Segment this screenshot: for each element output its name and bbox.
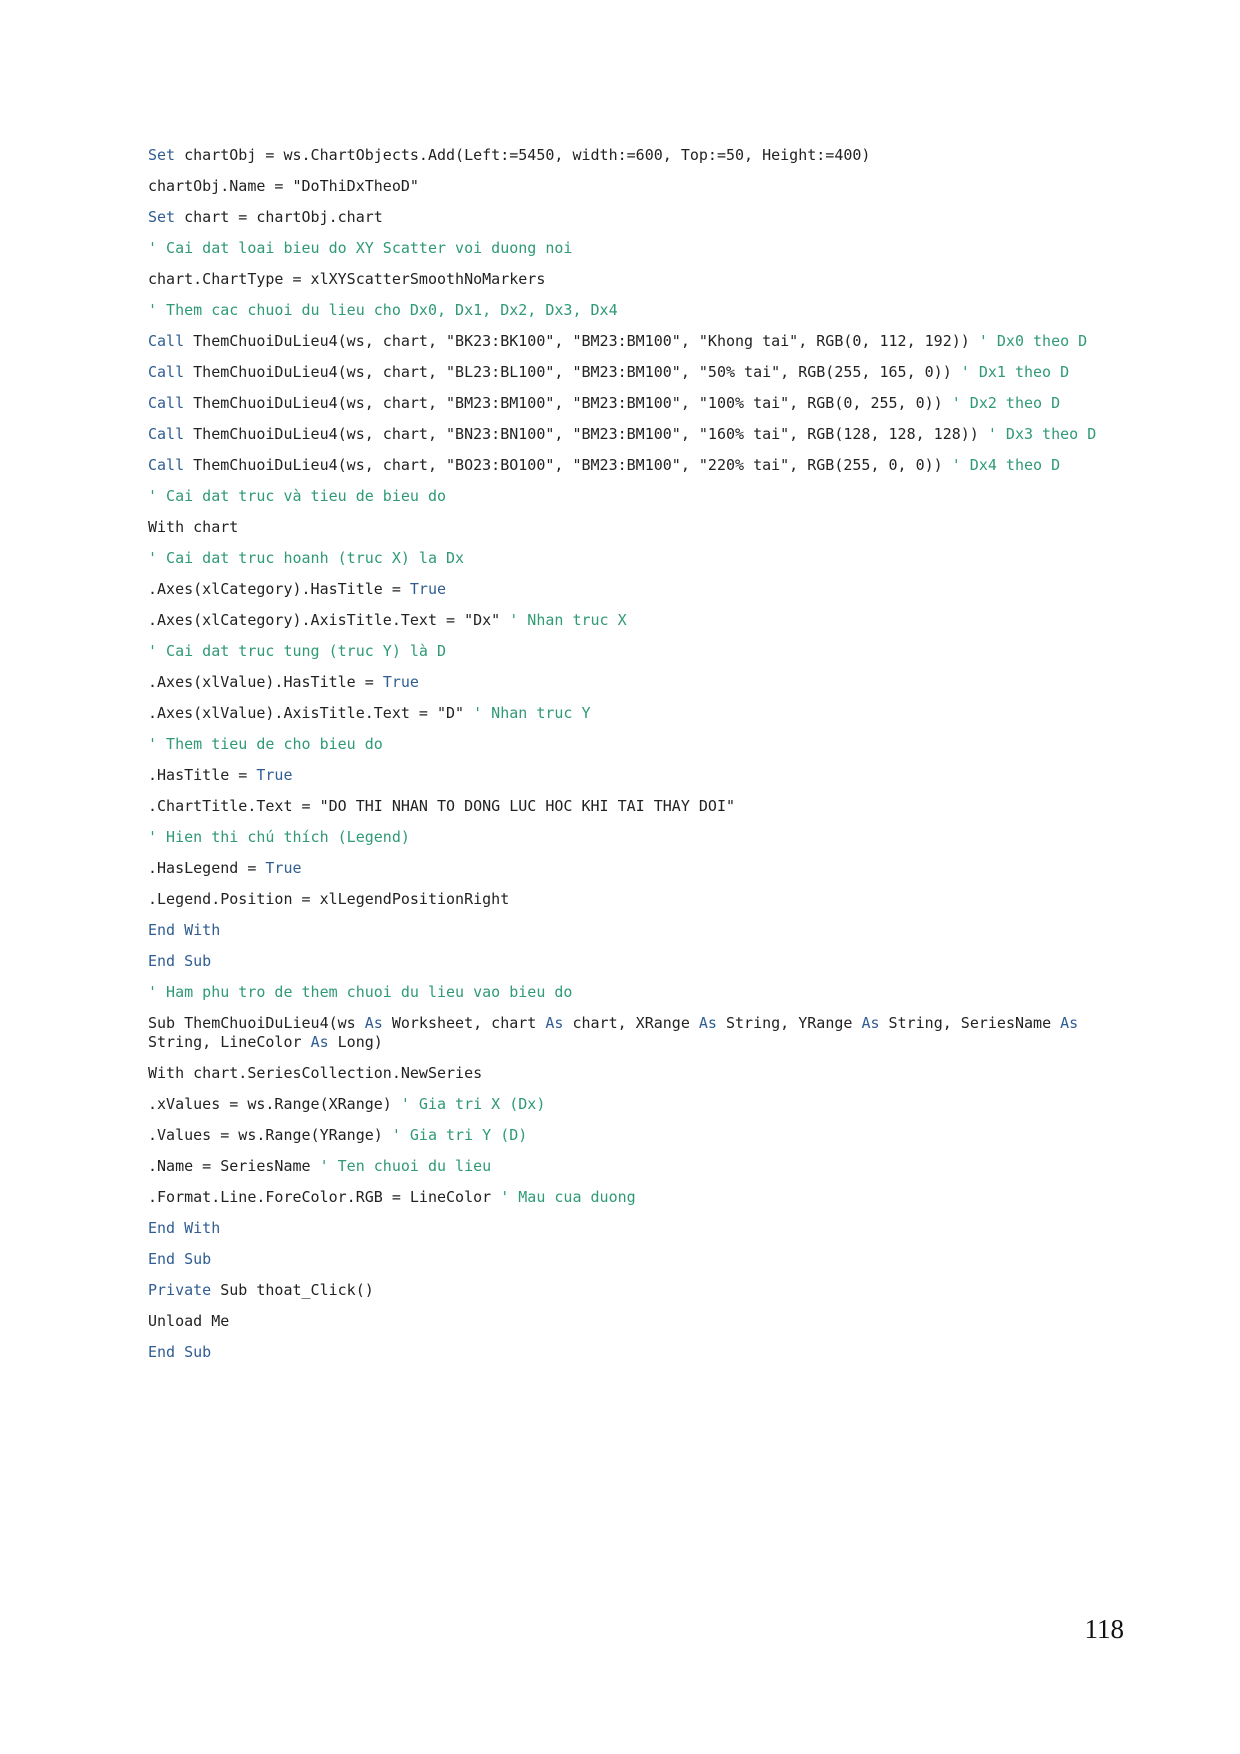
code-comment: ' Ten chuoi du lieu	[319, 1157, 492, 1175]
code-comment: ' Mau cua duong	[500, 1188, 636, 1206]
code-text: .Axes(xlValue).AxisTitle.Text = "D"	[148, 704, 474, 722]
code-line	[148, 859, 1126, 890]
code-keyword: Set	[148, 208, 176, 226]
code-keyword: Call	[148, 425, 185, 443]
page-number: 118	[1084, 1614, 1124, 1644]
code-comment: ' Cai dat loai bieu do XY Scatter voi duong noi	[148, 239, 573, 257]
code-line	[148, 983, 1126, 1014]
code-line	[148, 208, 1126, 239]
code-text: .HasLegend =	[148, 859, 266, 877]
code-comment: ' Nhan truc X	[509, 611, 627, 629]
code-keyword: End Sub	[148, 1250, 212, 1268]
code-line	[148, 394, 1126, 425]
code-comment: ' Cai dat truc hoanh (truc X) la Dx	[148, 549, 465, 567]
code-comment: ' Dx0 theo D	[978, 332, 1088, 350]
code-line	[148, 487, 1126, 518]
code-text: chart = chartObj.chart	[175, 208, 383, 226]
code-comment: ' Gia tri Y (D)	[391, 1126, 528, 1144]
code-text: .Name = SeriesName	[148, 1157, 320, 1175]
code-text: With chart	[148, 518, 239, 536]
code-line	[148, 921, 1126, 952]
code-text: ThemChuoiDuLieu4(ws, chart, "BO23:BO100", "BM23:BM100", "220% tai", RGB(255, 0, 0))	[184, 456, 952, 474]
code-comment: ' Cai dat truc và tieu de bieu do	[148, 487, 447, 505]
code-line	[148, 611, 1126, 642]
code-line	[148, 1188, 1126, 1219]
code-keyword: End Sub	[148, 952, 212, 970]
code-text: String, LineColor	[148, 1014, 1088, 1051]
code-text: Sub thoat_Click()	[211, 1281, 374, 1299]
vba-code-block	[148, 146, 1126, 1374]
code-keyword: As	[364, 1014, 383, 1032]
code-line	[148, 270, 1126, 301]
code-line	[148, 363, 1126, 394]
code-line	[148, 797, 1126, 828]
code-line	[148, 549, 1126, 580]
code-text: With chart.SeriesCollection.NewSeries	[148, 1064, 483, 1082]
code-line	[148, 642, 1126, 673]
code-keyword: End Sub	[148, 1343, 212, 1361]
code-keyword: As	[310, 1033, 329, 1051]
code-text: ThemChuoiDuLieu4(ws, chart, "BN23:BN100", "BM23:BM100", "160% tai", RGB(128, 128, 128))	[184, 425, 988, 443]
code-keyword: Call	[148, 332, 185, 350]
code-text: ThemChuoiDuLieu4(ws, chart, "BL23:BL100", "BM23:BM100", "50% tai", RGB(255, 165, 0))	[184, 363, 961, 381]
code-line	[148, 1281, 1126, 1312]
code-text: chart, XRange	[563, 1014, 699, 1032]
code-line	[148, 952, 1126, 983]
code-line	[148, 146, 1126, 177]
code-keyword: End With	[148, 1219, 221, 1237]
code-text: ThemChuoiDuLieu4(ws, chart, "BM23:BM100", "BM23:BM100", "100% tai", RGB(0, 255, 0))	[184, 394, 952, 412]
code-text: Unload Me	[148, 1312, 230, 1330]
code-keyword: As	[545, 1014, 564, 1032]
code-comment: ' Dx4 theo D	[951, 456, 1061, 474]
code-comment: ' Them tieu de cho bieu do	[148, 735, 383, 753]
code-text: ThemChuoiDuLieu4(ws, chart, "BK23:BK100", "BM23:BM100", "Khong tai", RGB(0, 112, 192))	[184, 332, 979, 350]
code-keyword: Call	[148, 363, 185, 381]
code-text: .Format.Line.ForeColor.RGB = LineColor	[148, 1188, 501, 1206]
code-keyword: Set	[148, 146, 176, 164]
code-line	[148, 1014, 1126, 1064]
code-comment: ' Cai dat truc tung (truc Y) là D	[148, 642, 447, 660]
code-line	[148, 1312, 1126, 1343]
code-line	[148, 177, 1126, 208]
code-line	[148, 239, 1126, 270]
code-comment: ' Hien thi chú thích (Legend)	[148, 828, 410, 846]
code-line	[148, 766, 1126, 797]
code-line	[148, 1219, 1126, 1250]
code-text: String, SeriesName	[879, 1014, 1061, 1032]
code-line	[148, 332, 1126, 363]
code-keyword: As	[698, 1014, 717, 1032]
code-comment: ' Gia tri X (Dx)	[400, 1095, 546, 1113]
code-text: .Values = ws.Range(YRange)	[148, 1126, 392, 1144]
code-line	[148, 1064, 1126, 1095]
code-text: Long)	[328, 1033, 383, 1051]
code-comment: ' Them cac chuoi du lieu cho Dx0, Dx1, Dx2, Dx3, Dx4	[148, 301, 618, 319]
code-line	[148, 1157, 1126, 1188]
code-line	[148, 1126, 1126, 1157]
code-line	[148, 456, 1126, 487]
code-line	[148, 518, 1126, 549]
code-text: Worksheet, chart	[382, 1014, 546, 1032]
code-keyword: True	[409, 580, 447, 598]
code-line	[148, 1095, 1126, 1126]
code-keyword: Private	[148, 1281, 212, 1299]
code-text: .Axes(xlValue).HasTitle =	[148, 673, 383, 691]
code-comment: ' Nhan truc Y	[473, 704, 591, 722]
code-text: .Axes(xlCategory).HasTitle =	[148, 580, 410, 598]
code-line	[148, 673, 1126, 704]
code-text: .ChartTitle.Text = "DO THI NHAN TO DONG LUC HOC KHI TAI THAY DOI"	[148, 797, 735, 815]
code-text: .xValues = ws.Range(XRange)	[148, 1095, 401, 1113]
code-keyword: As	[1060, 1014, 1079, 1032]
code-line	[148, 301, 1126, 332]
code-keyword: True	[382, 673, 419, 691]
code-line	[148, 425, 1126, 456]
code-keyword: Call	[148, 394, 185, 412]
code-line	[148, 580, 1126, 611]
code-comment: ' Dx1 theo D	[960, 363, 1070, 381]
code-text: .Legend.Position = xlLegendPositionRight	[148, 890, 510, 908]
code-line	[148, 1343, 1126, 1374]
code-text: chart.ChartType = xlXYScatterSmoothNoMarkers	[148, 270, 546, 288]
code-text: Sub ThemChuoiDuLieu4(ws	[148, 1014, 365, 1032]
code-text: chartObj.Name = "DoThiDxTheoD"	[148, 177, 419, 195]
code-text: chartObj = ws.ChartObjects.Add(Left:=5450, width:=600, Top:=50, Height:=400)	[175, 146, 871, 164]
code-keyword: True	[265, 859, 302, 877]
code-line	[148, 1250, 1126, 1281]
code-keyword: Call	[148, 456, 185, 474]
code-line	[148, 828, 1126, 859]
code-text: String, YRange	[716, 1014, 862, 1032]
code-line	[148, 890, 1126, 921]
code-keyword: As	[861, 1014, 880, 1032]
code-comment: ' Ham phu tro de them chuoi du lieu vao bieu do	[148, 983, 573, 1001]
code-line	[148, 704, 1126, 735]
code-comment: ' Dx2 theo D	[951, 394, 1061, 412]
code-line	[148, 735, 1126, 766]
code-text: .Axes(xlCategory).AxisTitle.Text = "Dx"	[148, 611, 510, 629]
code-keyword: True	[256, 766, 293, 784]
code-comment: ' Dx3 theo D	[987, 425, 1097, 443]
code-text: .HasTitle =	[148, 766, 257, 784]
code-keyword: End With	[148, 921, 221, 939]
